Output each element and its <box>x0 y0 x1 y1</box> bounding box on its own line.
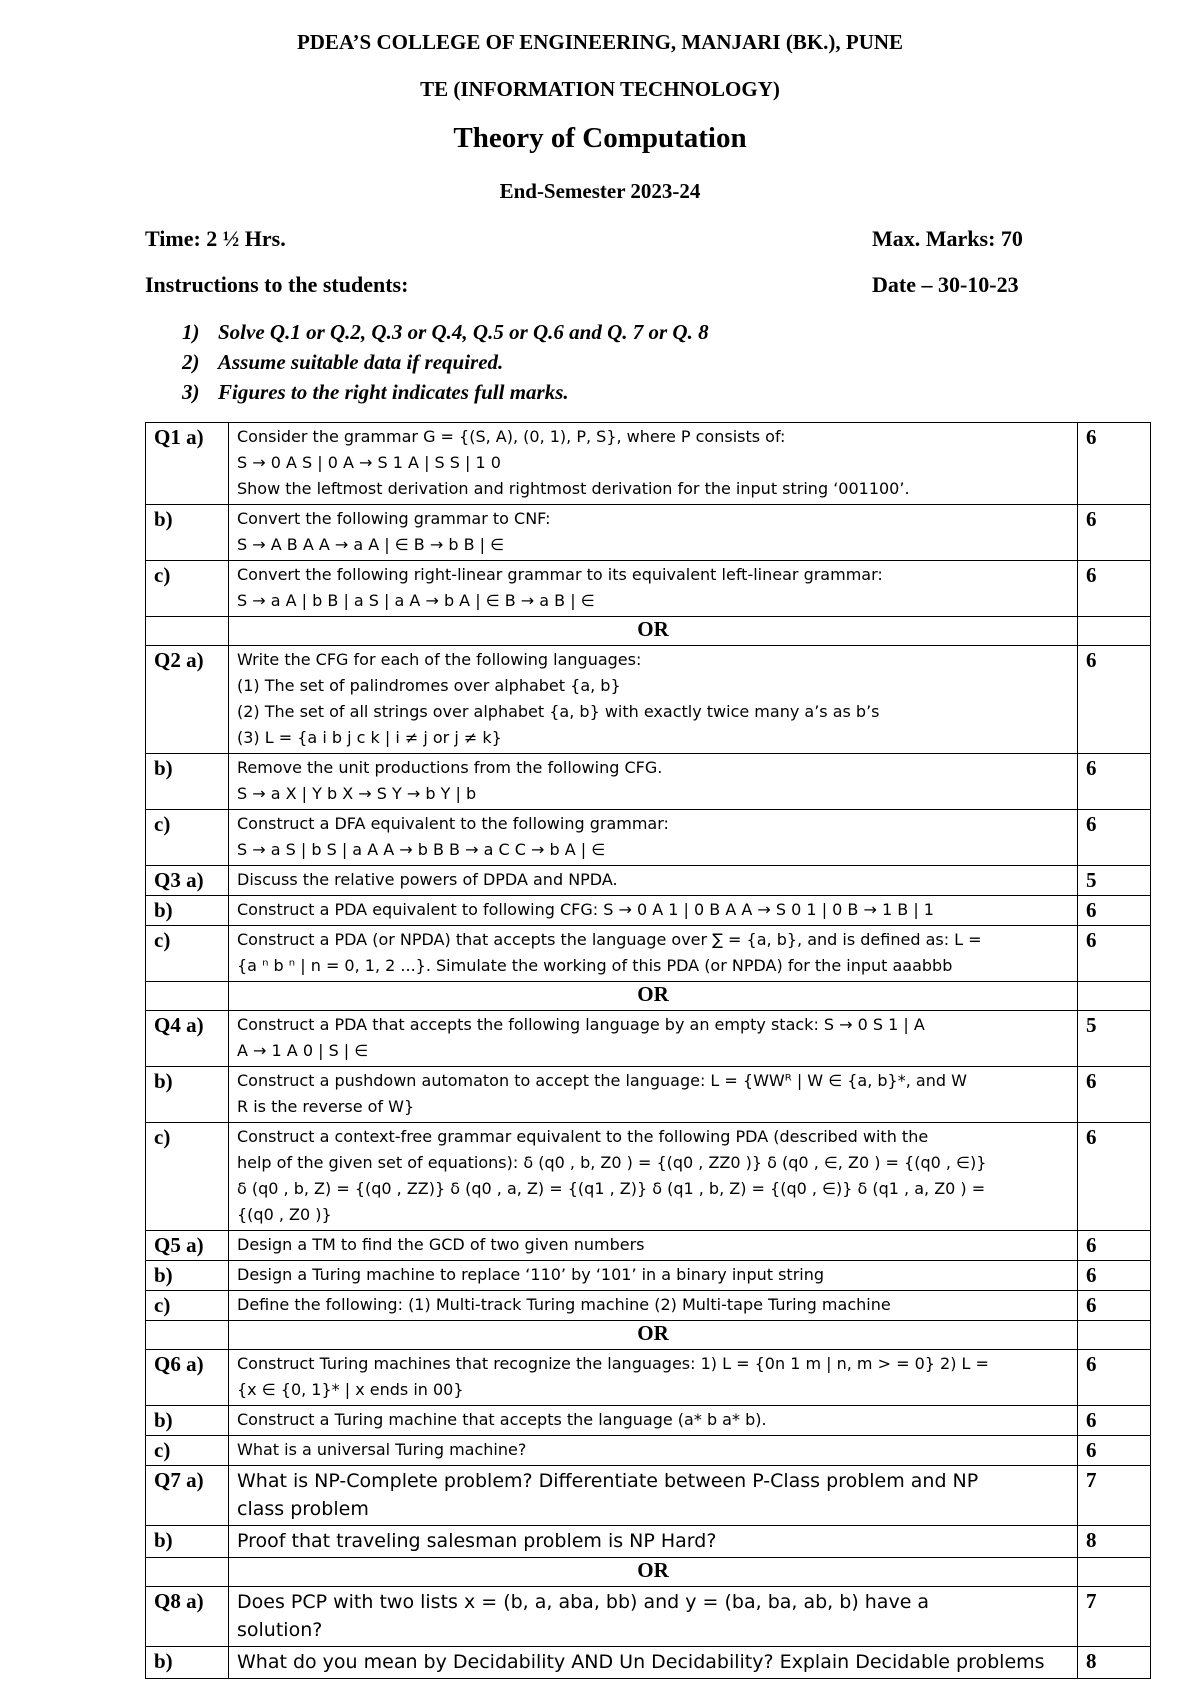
question-marks: 6 <box>1078 1261 1151 1291</box>
question-number: Q4 a) <box>146 1011 229 1067</box>
or-label: OR <box>229 617 1078 646</box>
instruction-item: 3) Figures to the right indicates full marks. <box>182 380 569 404</box>
or-label: OR <box>229 1321 1078 1350</box>
table-row <box>146 1436 1151 1466</box>
question-number: Q8 a) <box>146 1587 229 1647</box>
table-row <box>146 1261 1151 1291</box>
question-text: Convert the following grammar to CNF: S → A B A A → a A | ∈ B → b B | ∈ <box>229 505 1078 561</box>
question-marks: 8 <box>1078 1647 1151 1679</box>
or-label: OR <box>229 1558 1078 1587</box>
table-row <box>146 896 1151 926</box>
college-name: PDEA’S COLLEGE OF ENGINEERING, MANJARI (BK.), PUNE <box>296 30 904 54</box>
table-row <box>146 1350 1151 1406</box>
question-marks: 7 <box>1078 1466 1151 1526</box>
question-text: Design a TM to find the GCD of two given numbers <box>229 1231 1078 1261</box>
question-marks: 6 <box>1078 896 1151 926</box>
table-row <box>146 1647 1151 1679</box>
question-number: Q7 a) <box>146 1466 229 1526</box>
or-label: OR <box>229 982 1078 1011</box>
question-number: c) <box>146 1436 229 1466</box>
question-marks: 6 <box>1078 505 1151 561</box>
or-separator-row <box>146 982 1151 1011</box>
question-marks: 6 <box>1078 1436 1151 1466</box>
max-marks: Max. Marks: 70 <box>872 226 1023 251</box>
questions-table <box>145 422 1151 1679</box>
question-text: Define the following: (1) Multi-track Turing machine (2) Multi-tape Turing machine <box>229 1291 1078 1321</box>
question-marks: 6 <box>1078 561 1151 617</box>
question-number: b) <box>146 505 229 561</box>
question-number: c) <box>146 1123 229 1231</box>
table-row <box>146 866 1151 896</box>
question-text: What is NP-Complete problem? Differentiate between P-Class problem and NP class problem <box>229 1466 1078 1526</box>
question-number: b) <box>146 1261 229 1291</box>
time-allowed: Time: 2 ½ Hrs. <box>145 226 286 251</box>
question-number: b) <box>146 1406 229 1436</box>
question-text: What do you mean by Decidability AND Un Decidability? Explain Decidable problems <box>229 1647 1078 1679</box>
question-number: Q5 a) <box>146 1231 229 1261</box>
table-row <box>146 1291 1151 1321</box>
question-text: Construct a PDA that accepts the following language by an empty stack: S → 0 S 1 | A A → 1 A 0 | S | ∈ <box>229 1011 1078 1067</box>
instructions-list <box>182 317 709 407</box>
table-row <box>146 754 1151 810</box>
question-text: Construct Turing machines that recognize the languages: 1) L = {0n 1 m | n, m > = 0} 2) L = {x ∈ {0, 1}* | x ends in 00} <box>229 1350 1078 1406</box>
table-row <box>146 1123 1151 1231</box>
instruction-item: 2) Assume suitable data if required. <box>182 350 504 374</box>
question-marks: 6 <box>1078 810 1151 866</box>
table-row <box>146 1406 1151 1436</box>
question-number: Q3 a) <box>146 866 229 896</box>
question-marks: 6 <box>1078 1350 1151 1406</box>
or-separator-row <box>146 617 1151 646</box>
subject-title: Theory of Computation <box>453 122 747 154</box>
question-number: b) <box>146 1067 229 1123</box>
question-marks: 6 <box>1078 423 1151 505</box>
question-marks: 6 <box>1078 926 1151 982</box>
table-row <box>146 926 1151 982</box>
table-row <box>146 505 1151 561</box>
question-text: Discuss the relative powers of DPDA and NPDA. <box>229 866 1078 896</box>
question-number: c) <box>146 1291 229 1321</box>
exam-date: Date – 30-10-23 <box>872 272 1019 297</box>
exam-name: End-Semester 2023-24 <box>499 179 701 203</box>
question-marks: 6 <box>1078 1123 1151 1231</box>
question-text: Construct a context-free grammar equivalent to the following PDA (described with the help of the given set of equations): δ (q0 , b, Z0 ) = {(q0 , ZZ0 )} δ (q0 , ∈, Z0 ) = {(q0 , ∈)} δ (q0 , b, Z) = {(q0 , ZZ)} δ (q0 , a, Z) = {(q1 , Z)} δ (q1 , b, Z) = {(q0 , ∈)} δ (q1 , a, Z0 ) = {(q0 , Z0 )} <box>229 1123 1078 1231</box>
question-text: Remove the unit productions from the following CFG. S → a X | Y b X → S Y → b Y | b <box>229 754 1078 810</box>
question-marks: 6 <box>1078 1291 1151 1321</box>
table-row <box>146 1526 1151 1558</box>
question-text: Convert the following right-linear grammar to its equivalent left-linear grammar: S → a A | b B | a S | a A → b A | ∈ B → a B | ∈ <box>229 561 1078 617</box>
question-marks: 6 <box>1078 646 1151 754</box>
table-row <box>146 1466 1151 1526</box>
table-row <box>146 810 1151 866</box>
question-marks: 5 <box>1078 866 1151 896</box>
question-marks: 6 <box>1078 754 1151 810</box>
question-number: c) <box>146 810 229 866</box>
instructions-label: Instructions to the students: <box>145 272 409 297</box>
question-text: Construct a DFA equivalent to the following grammar: S → a S | b S | a A A → b B B → a C C → b A | ∈ <box>229 810 1078 866</box>
question-text: Construct a PDA (or NPDA) that accepts the language over ∑ = {a, b}, and is defined as: L = {a ⁿ b ⁿ | n = 0, 1, 2 ...}. Simulate the working of this PDA (or NPDA) for the input aaabbb <box>229 926 1078 982</box>
question-number: Q1 a) <box>146 423 229 505</box>
question-number: b) <box>146 754 229 810</box>
question-text: Consider the grammar G = {(S, A), (0, 1), P, S}, where P consists of: S → 0 A S | 0 A → S 1 A | S S | 1 0 Show the leftmost derivation and rightmost derivation for the input string ‘001100’. <box>229 423 1078 505</box>
or-separator-row <box>146 1321 1151 1350</box>
question-text: Construct a PDA equivalent to following CFG: S → 0 A 1 | 0 B A A → S 0 1 | 0 B → 1 B | 1 <box>229 896 1078 926</box>
question-number: c) <box>146 561 229 617</box>
question-text: What is a universal Turing machine? <box>229 1436 1078 1466</box>
question-text: Proof that traveling salesman problem is NP Hard? <box>229 1526 1078 1558</box>
table-row <box>146 646 1151 754</box>
table-row <box>146 1067 1151 1123</box>
question-text: Construct a Turing machine that accepts the language (a* b a* b). <box>229 1406 1078 1436</box>
table-row <box>146 1011 1151 1067</box>
question-text: Design a Turing machine to replace ‘110’ by ‘101’ in a binary input string <box>229 1261 1078 1291</box>
table-row <box>146 1231 1151 1261</box>
table-row <box>146 1587 1151 1647</box>
question-marks: 5 <box>1078 1011 1151 1067</box>
question-number: c) <box>146 926 229 982</box>
question-marks: 7 <box>1078 1587 1151 1647</box>
question-text: Construct a pushdown automaton to accept the language: L = {WWᴿ | W ∈ {a, b}*, and W R is the reverse of W} <box>229 1067 1078 1123</box>
table-row <box>146 561 1151 617</box>
question-marks: 6 <box>1078 1067 1151 1123</box>
question-number: Q2 a) <box>146 646 229 754</box>
question-number: b) <box>146 896 229 926</box>
question-number: b) <box>146 1647 229 1679</box>
question-text: Does PCP with two lists x = (b, a, aba, bb) and y = (ba, ba, ab, b) have a solution? <box>229 1587 1078 1647</box>
question-number: Q6 a) <box>146 1350 229 1406</box>
question-marks: 8 <box>1078 1526 1151 1558</box>
or-separator-row <box>146 1558 1151 1587</box>
question-number: b) <box>146 1526 229 1558</box>
question-marks: 6 <box>1078 1231 1151 1261</box>
table-row <box>146 423 1151 505</box>
class-name: TE (INFORMATION TECHNOLOGY) <box>420 77 780 101</box>
question-marks: 6 <box>1078 1406 1151 1436</box>
question-text: Write the CFG for each of the following languages: (1) The set of palindromes over alphabet {a, b} (2) The set of all strings over alphabet {a, b} with exactly twice many a’s as b’s (3) L = {a i b j c k | i ≠ j or j ≠ k} <box>229 646 1078 754</box>
instruction-item: 1) Solve Q.1 or Q.2, Q.3 or Q.4, Q.5 or Q.6 and Q. 7 or Q. 8 <box>182 320 709 344</box>
